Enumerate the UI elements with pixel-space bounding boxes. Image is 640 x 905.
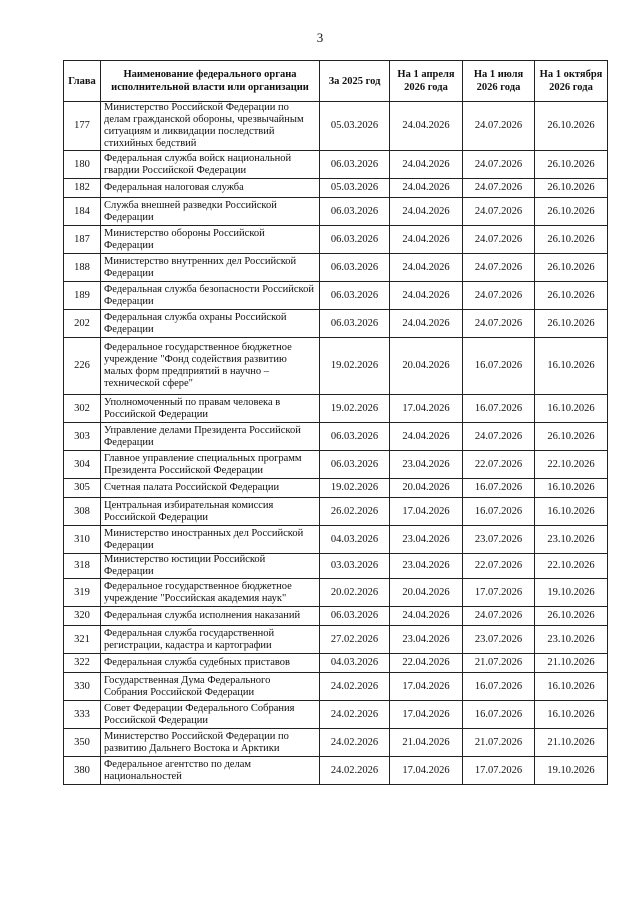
table-row [64, 701, 608, 729]
table-row [64, 554, 608, 579]
date-october-cell: 19.10.2026 [535, 579, 608, 607]
date-july-cell: 24.07.2026 [463, 151, 535, 179]
table-row [64, 423, 608, 451]
chapter-cell: 302 [64, 395, 101, 423]
chapter-cell: 182 [64, 179, 101, 198]
chapter-cell: 310 [64, 526, 101, 554]
date-july-cell: 22.07.2026 [463, 451, 535, 479]
date-july-cell: 24.07.2026 [463, 102, 535, 151]
date-july-cell: 16.07.2026 [463, 338, 535, 395]
chapter-cell: 187 [64, 226, 101, 254]
organization-cell: Совет Федерации Федерального Собрания Российской Федерации [101, 701, 320, 729]
header-july-2026: На 1 июля 2026 года [463, 61, 535, 102]
date-july-cell: 24.07.2026 [463, 198, 535, 226]
date-2025-cell: 06.03.2026 [320, 254, 390, 282]
date-april-cell: 20.04.2026 [390, 579, 463, 607]
chapter-cell: 321 [64, 626, 101, 654]
table-header-row [64, 61, 608, 102]
date-july-cell: 24.07.2026 [463, 282, 535, 310]
date-april-cell: 24.04.2026 [390, 226, 463, 254]
date-october-cell: 26.10.2026 [535, 607, 608, 626]
date-october-cell: 16.10.2026 [535, 701, 608, 729]
date-april-cell: 21.04.2026 [390, 729, 463, 757]
date-2025-cell: 06.03.2026 [320, 282, 390, 310]
chapter-cell: 308 [64, 498, 101, 526]
date-october-cell: 26.10.2026 [535, 226, 608, 254]
date-october-cell: 26.10.2026 [535, 151, 608, 179]
table-row [64, 338, 608, 395]
date-april-cell: 24.04.2026 [390, 423, 463, 451]
date-2025-cell: 19.02.2026 [320, 479, 390, 498]
date-april-cell: 24.04.2026 [390, 198, 463, 226]
table-row [64, 673, 608, 701]
chapter-cell: 350 [64, 729, 101, 757]
header-april-2026: На 1 апреля 2026 года [390, 61, 463, 102]
date-april-cell: 17.04.2026 [390, 701, 463, 729]
date-2025-cell: 06.03.2026 [320, 451, 390, 479]
organization-cell: Государственная Дума Федерального Собрания Российской Федерации [101, 673, 320, 701]
date-october-cell: 22.10.2026 [535, 554, 608, 579]
organization-cell: Министерство обороны Российской Федерации [101, 226, 320, 254]
table-row [64, 226, 608, 254]
table-row [64, 254, 608, 282]
date-april-cell: 23.04.2026 [390, 451, 463, 479]
date-july-cell: 21.07.2026 [463, 654, 535, 673]
organization-cell: Министерство Российской Федерации по развитию Дальнего Востока и Арктики [101, 729, 320, 757]
organization-cell: Министерство внутренних дел Российской Федерации [101, 254, 320, 282]
date-2025-cell: 06.03.2026 [320, 607, 390, 626]
chapter-cell: 202 [64, 310, 101, 338]
date-july-cell: 16.07.2026 [463, 673, 535, 701]
date-april-cell: 23.04.2026 [390, 526, 463, 554]
date-july-cell: 22.07.2026 [463, 554, 535, 579]
date-july-cell: 16.07.2026 [463, 498, 535, 526]
organization-cell: Главное управление специальных программ Президента Российской Федерации [101, 451, 320, 479]
table-row [64, 654, 608, 673]
table-row [64, 498, 608, 526]
organization-cell: Центральная избирательная комиссия Российской Федерации [101, 498, 320, 526]
date-october-cell: 23.10.2026 [535, 626, 608, 654]
date-october-cell: 16.10.2026 [535, 673, 608, 701]
chapter-cell: 380 [64, 757, 101, 785]
organization-cell: Федеральная служба исполнения наказаний [101, 607, 320, 626]
date-2025-cell: 06.03.2026 [320, 198, 390, 226]
date-2025-cell: 24.02.2026 [320, 673, 390, 701]
date-october-cell: 26.10.2026 [535, 254, 608, 282]
chapter-cell: 305 [64, 479, 101, 498]
date-july-cell: 17.07.2026 [463, 579, 535, 607]
chapter-cell: 330 [64, 673, 101, 701]
date-july-cell: 21.07.2026 [463, 729, 535, 757]
chapter-cell: 320 [64, 607, 101, 626]
date-july-cell: 16.07.2026 [463, 395, 535, 423]
table-row [64, 102, 608, 151]
date-april-cell: 24.04.2026 [390, 102, 463, 151]
date-october-cell: 21.10.2026 [535, 654, 608, 673]
organization-cell: Федеральное государственное бюджетное учреждение "Фонд содействия развитию малых форм предприятий в научно – технической сфере" [101, 338, 320, 395]
date-2025-cell: 04.03.2026 [320, 526, 390, 554]
organization-cell: Уполномоченный по правам человека в Российской Федерации [101, 395, 320, 423]
date-april-cell: 24.04.2026 [390, 179, 463, 198]
date-april-cell: 24.04.2026 [390, 151, 463, 179]
date-july-cell: 24.07.2026 [463, 254, 535, 282]
table-row [64, 310, 608, 338]
header-october-2026: На 1 октября 2026 года [535, 61, 608, 102]
date-july-cell: 16.07.2026 [463, 479, 535, 498]
date-2025-cell: 05.03.2026 [320, 102, 390, 151]
date-april-cell: 22.04.2026 [390, 654, 463, 673]
chapter-cell: 177 [64, 102, 101, 151]
date-april-cell: 17.04.2026 [390, 757, 463, 785]
chapter-cell: 318 [64, 554, 101, 579]
organization-cell: Федеральная налоговая служба [101, 179, 320, 198]
date-october-cell: 16.10.2026 [535, 498, 608, 526]
organization-cell: Счетная палата Российской Федерации [101, 479, 320, 498]
date-october-cell: 19.10.2026 [535, 757, 608, 785]
date-2025-cell: 26.02.2026 [320, 498, 390, 526]
chapter-cell: 319 [64, 579, 101, 607]
date-april-cell: 24.04.2026 [390, 282, 463, 310]
table-row [64, 198, 608, 226]
date-2025-cell: 24.02.2026 [320, 701, 390, 729]
organization-cell: Министерство юстиции Российской Федерации [101, 554, 320, 579]
chapter-cell: 180 [64, 151, 101, 179]
organization-cell: Федеральная служба государственной регистрации, кадастра и картографии [101, 626, 320, 654]
date-october-cell: 21.10.2026 [535, 729, 608, 757]
page-number: 3 [316, 30, 324, 45]
organization-cell: Служба внешней разведки Российской Федерации [101, 198, 320, 226]
date-2025-cell: 06.03.2026 [320, 151, 390, 179]
date-april-cell: 20.04.2026 [390, 479, 463, 498]
organization-cell: Федеральная служба войск национальной гвардии Российской Федерации [101, 151, 320, 179]
date-2025-cell: 06.03.2026 [320, 423, 390, 451]
date-july-cell: 24.07.2026 [463, 423, 535, 451]
header-chapter: Глава [64, 61, 101, 102]
date-2025-cell: 19.02.2026 [320, 395, 390, 423]
date-july-cell: 16.07.2026 [463, 701, 535, 729]
date-april-cell: 17.04.2026 [390, 498, 463, 526]
date-2025-cell: 19.02.2026 [320, 338, 390, 395]
date-april-cell: 24.04.2026 [390, 607, 463, 626]
date-october-cell: 16.10.2026 [535, 479, 608, 498]
date-april-cell: 20.04.2026 [390, 338, 463, 395]
date-october-cell: 26.10.2026 [535, 179, 608, 198]
chapter-cell: 303 [64, 423, 101, 451]
chapter-cell: 226 [64, 338, 101, 395]
organization-cell: Управление делами Президента Российской Федерации [101, 423, 320, 451]
table-row [64, 579, 608, 607]
table-row [64, 607, 608, 626]
organization-cell: Министерство Российской Федерации по делам гражданской обороны, чрезвычайным ситуациям и ликвидации последствий стихийных бедствий [101, 102, 320, 151]
date-april-cell: 23.04.2026 [390, 626, 463, 654]
date-october-cell: 16.10.2026 [535, 338, 608, 395]
date-july-cell: 24.07.2026 [463, 607, 535, 626]
table-row [64, 479, 608, 498]
date-july-cell: 23.07.2026 [463, 526, 535, 554]
chapter-cell: 322 [64, 654, 101, 673]
date-2025-cell: 06.03.2026 [320, 226, 390, 254]
date-july-cell: 24.07.2026 [463, 226, 535, 254]
date-april-cell: 24.04.2026 [390, 310, 463, 338]
date-july-cell: 17.07.2026 [463, 757, 535, 785]
date-april-cell: 23.04.2026 [390, 554, 463, 579]
date-april-cell: 24.04.2026 [390, 254, 463, 282]
chapter-cell: 188 [64, 254, 101, 282]
table-row [64, 282, 608, 310]
chapter-cell: 304 [64, 451, 101, 479]
date-october-cell: 26.10.2026 [535, 198, 608, 226]
organization-cell: Министерство иностранных дел Российской Федерации [101, 526, 320, 554]
table-row [64, 626, 608, 654]
date-october-cell: 16.10.2026 [535, 395, 608, 423]
deadlines-table [63, 60, 608, 785]
organization-cell: Федеральная служба судебных приставов [101, 654, 320, 673]
date-july-cell: 23.07.2026 [463, 626, 535, 654]
date-2025-cell: 03.03.2026 [320, 554, 390, 579]
organization-cell: Федеральная служба безопасности Российской Федерации [101, 282, 320, 310]
date-2025-cell: 20.02.2026 [320, 579, 390, 607]
table-row [64, 151, 608, 179]
date-april-cell: 17.04.2026 [390, 395, 463, 423]
date-2025-cell: 24.02.2026 [320, 729, 390, 757]
organization-cell: Федеральное агентство по делам национальностей [101, 757, 320, 785]
table-row [64, 757, 608, 785]
organization-cell: Федеральная служба охраны Российской Федерации [101, 310, 320, 338]
date-october-cell: 26.10.2026 [535, 282, 608, 310]
table-row [64, 451, 608, 479]
date-2025-cell: 04.03.2026 [320, 654, 390, 673]
date-july-cell: 24.07.2026 [463, 310, 535, 338]
date-2025-cell: 27.02.2026 [320, 626, 390, 654]
date-october-cell: 23.10.2026 [535, 526, 608, 554]
date-2025-cell: 24.02.2026 [320, 757, 390, 785]
header-year-2025: За 2025 год [320, 61, 390, 102]
date-october-cell: 26.10.2026 [535, 423, 608, 451]
table-row [64, 526, 608, 554]
table-row [64, 179, 608, 198]
organization-cell: Федеральное государственное бюджетное учреждение "Российская академия наук" [101, 579, 320, 607]
chapter-cell: 184 [64, 198, 101, 226]
header-organization: Наименование федерального органа исполнительной власти или организации [101, 61, 320, 102]
chapter-cell: 189 [64, 282, 101, 310]
date-april-cell: 17.04.2026 [390, 673, 463, 701]
date-july-cell: 24.07.2026 [463, 179, 535, 198]
table-body [64, 102, 608, 785]
date-october-cell: 22.10.2026 [535, 451, 608, 479]
date-october-cell: 26.10.2026 [535, 102, 608, 151]
chapter-cell: 333 [64, 701, 101, 729]
date-2025-cell: 06.03.2026 [320, 310, 390, 338]
date-october-cell: 26.10.2026 [535, 310, 608, 338]
table-row [64, 395, 608, 423]
date-2025-cell: 05.03.2026 [320, 179, 390, 198]
table-row [64, 729, 608, 757]
